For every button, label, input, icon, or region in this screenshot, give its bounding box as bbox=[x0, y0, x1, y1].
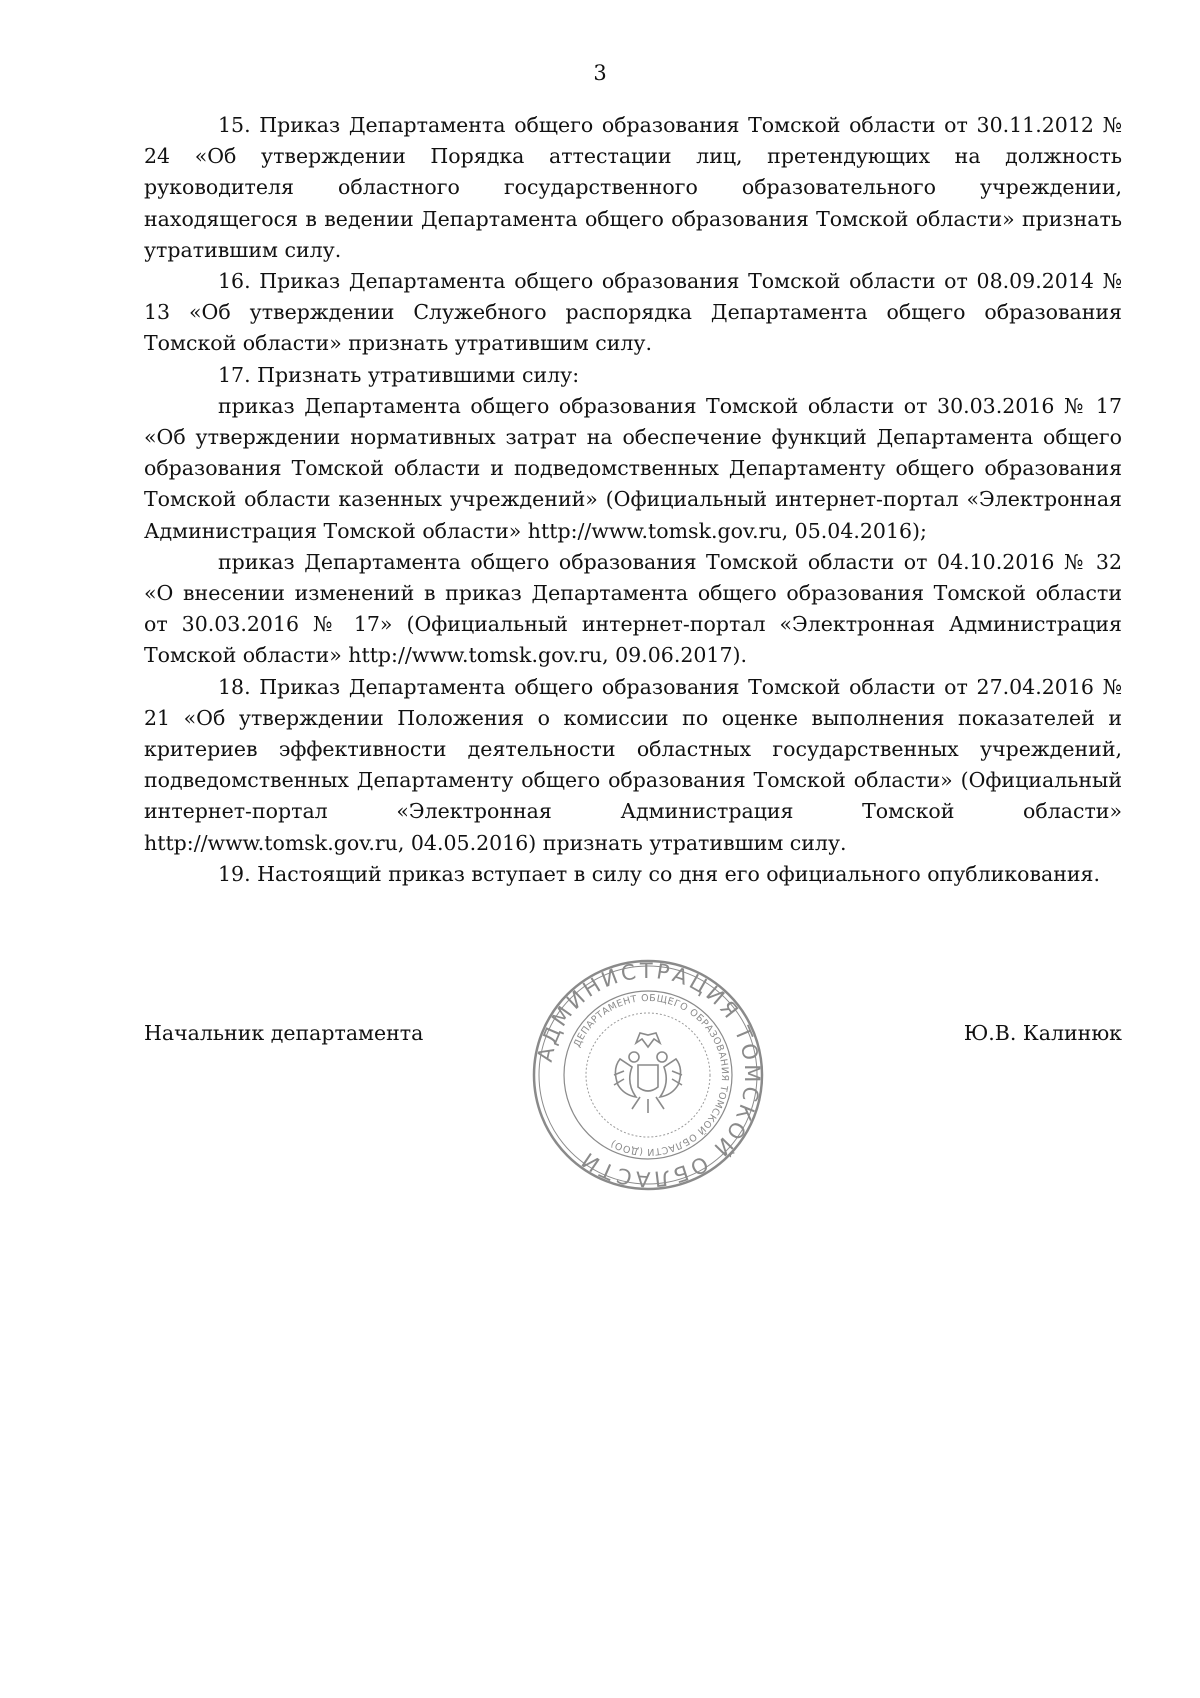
paragraph-sub-item-1: приказ Департамента общего образования Томской области от 30.03.2016 № 17 «Об утверждении нормативных затрат на обеспечение функций Департамента общего образования Томской области и подведомственных Департаменту общего образования Томской области казенных учреждений» (Официальный интернет-портал «Электронная Администрация Томской области» http://www.tomsk.gov.ru, 05.04.2016); bbox=[144, 393, 1122, 543]
coat-of-arms-icon bbox=[614, 1033, 682, 1113]
svg-text:ДЕПАРТАМЕНТ ОБЩЕГО ОБРАЗОВАНИЯ bbox=[572, 993, 730, 1157]
seal-outer-text: АДМИНИСТРАЦИЯ ТОМСКОЙ ОБЛАСТИ bbox=[532, 958, 765, 1192]
paragraph-item-16: 16. Приказ Департамента общего образования Томской области от 08.09.2014 № 13 «Об утверждении Служебного распорядка Департамента общего образования Томской области» признать утратившим силу. bbox=[144, 269, 1122, 356]
paragraph-sub-item-2: приказ Департамента общего образования Томской области от 04.10.2016 № 32 «О внесении изменений в приказ Департамента общего образования Томской области от 30.03.2016 № 17» (Официальный интернет-портал «Электронная Администрация Томской области» http://www.tomsk.gov.ru, 09.06.2017). bbox=[144, 549, 1122, 668]
paragraph-item-18: 18. Приказ Департамента общего образования Томской области от 27.04.2016 № 21 «Об утверждении Положения о комиссии по оценке выполнения показателей и критериев эффективности деятельности областных государственных учреждений, подведомственных Департаменту общего образования Томской области» (Официальный интернет-портал «Электронная Администрация Томской области» http://www.tomsk.gov.ru, 04.05.2016) признать утратившим силу. bbox=[144, 674, 1122, 855]
official-seal bbox=[528, 955, 768, 1195]
document-body bbox=[144, 110, 1122, 890]
signatory-position: Начальник департамента bbox=[144, 1021, 424, 1045]
seal-icon bbox=[528, 955, 768, 1195]
paragraph-item-15: 15. Приказ Департамента общего образования Томской области от 30.11.2012 № 24 «Об утверждении Порядка аттестации лиц, претендующих на должность руководителя областного государственного образовательного учреждении, находящегося в ведении Департамента общего образования Томской области» признать утратившим силу. bbox=[144, 113, 1122, 262]
paragraph-item-17: 17. Признать утратившими силу: bbox=[218, 362, 580, 387]
signatory-name: Ю.В. Калинюк bbox=[963, 1021, 1122, 1045]
page-number: 3 bbox=[593, 61, 607, 85]
seal-inner-text: ДЕПАРТАМЕНТ ОБЩЕГО ОБРАЗОВАНИЯ ТОМСКОЙ ОБЛАСТИ (ДОО) bbox=[571, 992, 731, 1158]
paragraph-item-19: 19. Настоящий приказ вступает в силу со дня его официального опубликования. bbox=[218, 861, 1101, 886]
